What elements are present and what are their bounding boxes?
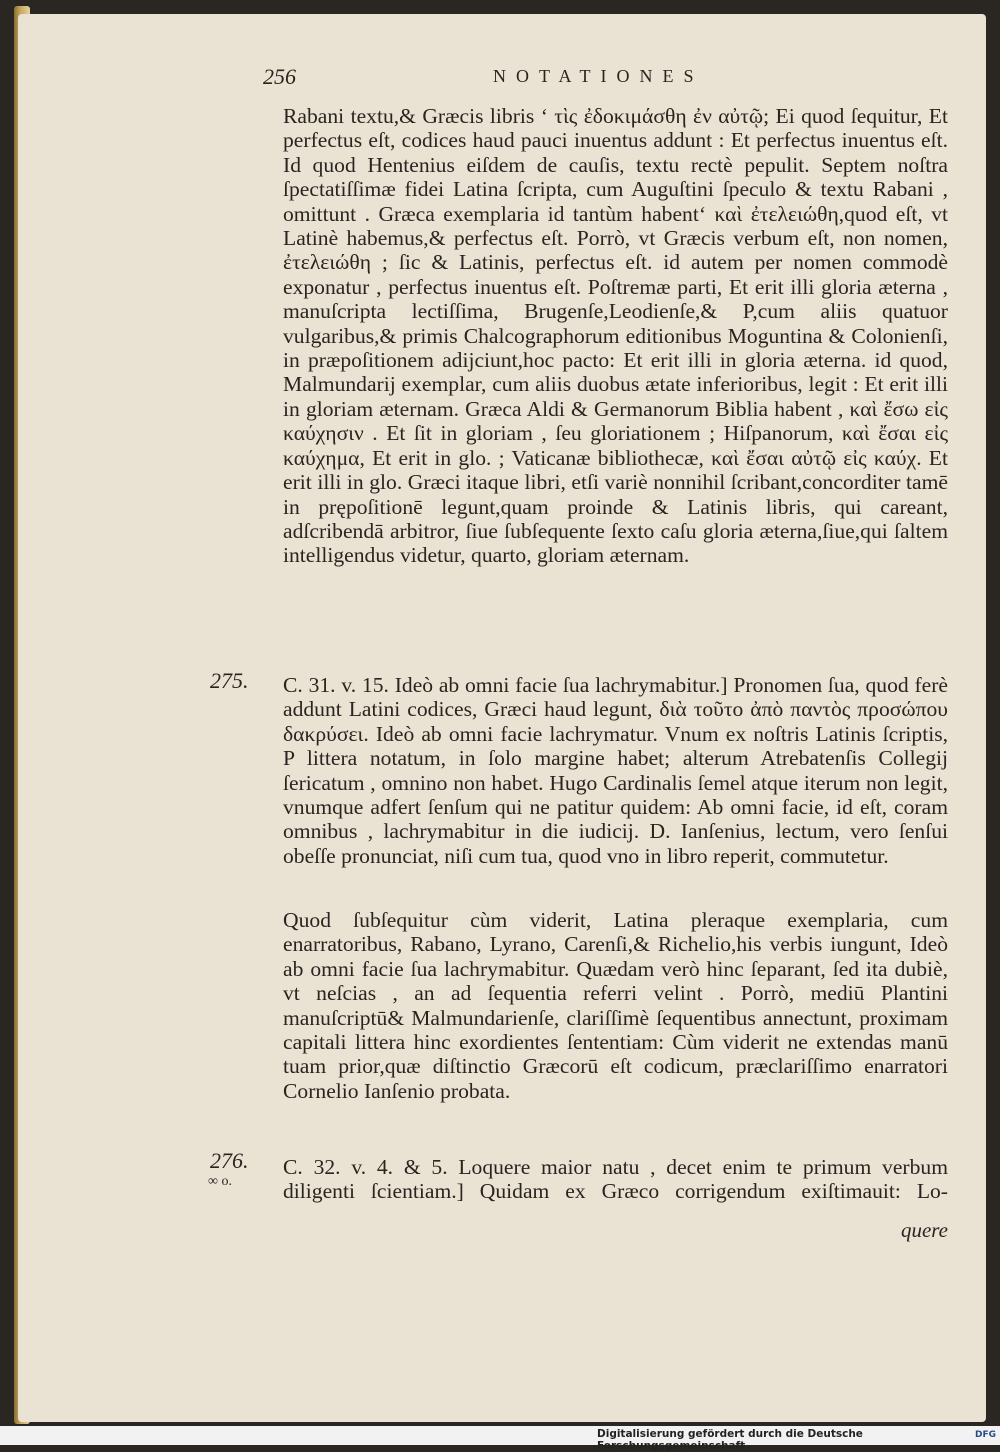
note-276-text: C. 32. v. 4. & 5. Loquere maior natu , decet enim te primum verbum diligenti ſcientiam.] Quidam ex Græco corrigendum exiſtimauit: Lo- [283,1155,948,1204]
note-number-276: 276. [210,1148,249,1173]
note-275-continuation: Quod ſubſequitur cùm viderit, Latina pleraque exemplaria, cum enarratoribus, Rabano, Lyrano, Carenſi,& Richelio,his verbis iungunt, Ideò ab omni facie ſua lachrymabitur. Quædam verò hinc ſeparant, ſed ita dubiè, vt neſcias , an ad ſequentia referri velint . Porrò, mediū Plantini manuſcriptū& Malmundarienſe, clariſſimè ſequentibus annectunt, proximam capitali littera hinc exordientes ſententiam: Cùm viderit ne extendas manū tuam prior,quæ diſtinctio Græcorū eſt codicum, præclariſſimo enarratori Cornelio Ianſenio probata. [283,908,948,1103]
funding-notice: Digitalisierung gefördert durch die Deutsche Forschungsgemeinschaft [597,1428,863,1452]
catchword: quere [900,1218,948,1242]
page-number: 256 [263,64,296,89]
note-number-275: 275. [210,668,249,693]
dfg-logo-icon: DFG [974,1430,996,1440]
marginal-mark: ∞ o. [208,1174,232,1189]
footer-bar [0,1426,1000,1452]
page-header [263,64,953,92]
note-275-text: C. 31. v. 15. Ideò ab omni facie ſua lachrymabitur.] Pronomen ſua, quod ferè addunt Latini codices, Græci haud legunt, διὰ τοῦτο ἀπὸ παντὸς προσώπου δακρύσει. Ideò ab omni facie lachrymatur. Vnum ex noſtris Latinis ſcriptis, P littera notatum, in ſolo margine habet; alterum Atrebatenſis Collegij ſericatum , omnino non habet. Hugo Cardinalis ſemel atque iterum non legit, vnumque adfert ſenſum qui ne patitur quidem: Ab omni facie, id eſt, coram omnibus , lachrymabitur in die iudicij. D. Ianſenius, lectum, vero ſenſui obeſſe pronunciat, niſi cum tua, quod vno in libro reperit, commutetur. [283,673,948,868]
running-title: NOTATIONES [493,66,704,86]
paragraph-main: Rabani textu,& Græcis libris ‘ τὶς ἐδοκιμάσθη ἐν αὐτῷ; Ei quod ſequitur, Et perfectus eſt, codices haud pauci inuentus addunt : Et perfectus inuentus eſt. Id quod Hentenius eiſdem de cauſis, textu rectè pepulit. Septem noſtra ſpectatiſſimæ fidei Latina ſcripta, cum Auguſtini ſpeculo & textu Rabani , omittunt . Græca exemplaria id tantùm habent‘ καὶ ἐτελειώθη,quod eſt, vt Latinè habemus,& perfectus eſt. Porrò, vt Græcis verbum eſt, non nomen, ἐτελειώθη ; ſic & Latinis, perfectus eſt. id autem per nomen commodè exponatur , perfectus inuentus eſt. Poſtremæ parti, Et erit illi gloria æterna , manuſcripta lectiſſima, Brugenſe,Leodienſe,& P,cum aliis quatuor vulgaribus,& primis Chalcographorum editionibus Moguntina & Colonienſi, in præpoſitionem adijciunt,hoc pacto: Et erit illi in gloria æterna. id quod, Malmundarij exemplar, cum aliis duobus ætate inferioribus, legit : Et erit illi in gloriam æternam. Græca Aldi & Germanorum Biblia habent , καὶ ἔσω εἰς καύχησιν . Et ſit in gloriam , ſeu gloriationem ; Hiſpanorum, καὶ ἔσαι εἰς καύχημα, Et erit in glo. ; Vaticanæ bibliothecæ, καὶ ἔσαι αὐτῷ εἰς καύχ. Et erit illi in glo. Græci itaque libri, etſi variè nonnihil ſcribant,concorditer tamē in prępoſitionē legunt,quam proinde & Latinis libris, qui careant, adſcribendā arbitror, ſiue ſubſequente ſexto caſu gloria æterna,ſiue,qui ſaltem intelligendus videtur, quarto, gloriam æternam. [283,104,948,568]
